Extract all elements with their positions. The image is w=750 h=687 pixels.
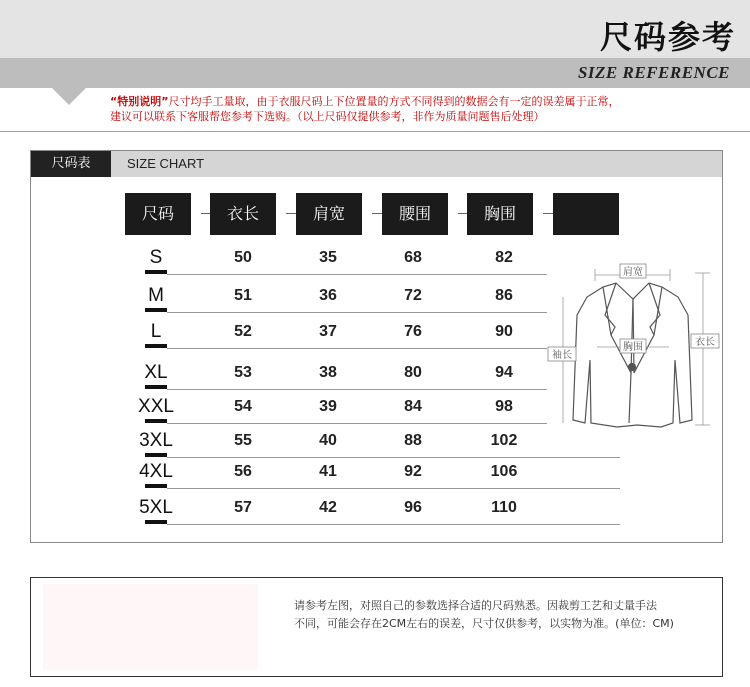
cell-chest: 94 [495,364,513,381]
header-connector [286,213,296,214]
diagram-length-label: 衣长 [695,337,715,348]
cell-chest: 82 [495,249,513,266]
cell-waist: 76 [404,323,422,340]
size-label: 5XL [139,497,173,518]
cell-shoulder: 36 [319,287,337,304]
column-header-shoulder: 肩宽 [296,193,362,235]
size-chart-title: SIZE CHART [127,156,205,171]
page-title: 尺码参考 [599,18,736,56]
cell-length: 51 [234,287,252,304]
notice-line-2: 建议可以联系下客服帮您参考下选购。（以上尺码仅提供参考，非作为质量问题售后处理） [110,110,545,123]
row-divider [167,524,620,525]
row-divider [167,488,620,489]
size-label-underline [145,419,167,423]
size-label: S [149,247,163,268]
cell-chest: 110 [491,499,517,516]
size-label: XL [144,362,168,383]
cell-shoulder: 40 [319,432,337,449]
cell-chest: 98 [495,398,513,415]
size-label-underline [145,308,167,312]
cell-waist: 96 [404,499,422,516]
column-header-length: 衣长 [210,193,276,235]
note-image-placeholder [43,584,258,670]
cell-chest: 90 [495,323,513,340]
column-header-waist: 腰围 [382,193,448,235]
size-chart-tag: 尺码表 [31,151,111,177]
header-arrow [52,88,86,105]
header-connector [372,213,382,214]
jacket-diagram [545,255,720,440]
row-divider [167,274,547,275]
size-label-underline [145,484,167,488]
size-label-underline [145,520,167,524]
notice-text-1: 尺寸均手工量取，由于衣服尺码上下位置量的方式不同得到的数据会有一定的误差属于正常， [168,95,620,108]
size-label-underline [145,453,167,457]
size-label-underline [145,385,167,389]
cell-waist: 80 [404,364,422,381]
cell-shoulder: 38 [319,364,337,381]
cell-chest: 102 [490,432,518,449]
cell-length: 53 [234,364,252,381]
page-subtitle: SIZE REFERENCE [577,63,730,82]
cell-shoulder: 42 [319,499,337,516]
divider [0,131,750,132]
diagram-chest-label: 胸围 [623,342,643,353]
notice [110,94,730,124]
column-header-size: 尺码 [125,193,191,235]
cell-waist: 68 [404,249,422,266]
diagram-sleeve-label: 袖长 [552,350,572,361]
cell-length: 56 [234,463,252,480]
cell-shoulder: 37 [319,323,337,340]
row-divider [167,312,547,313]
diagram-shoulder-label: 肩宽 [623,267,643,278]
cell-shoulder: 41 [319,463,337,480]
cell-length: 50 [234,249,252,266]
row-divider [167,389,547,390]
notice-line-1 [110,94,730,109]
column-header-blank [553,193,619,235]
note-text [294,597,714,633]
cell-waist: 88 [404,432,422,449]
cell-waist: 72 [404,287,422,304]
column-header-chest: 胸围 [467,193,533,235]
cell-chest: 106 [490,463,518,480]
cell-shoulder: 35 [319,249,337,266]
row-divider [167,348,547,349]
cell-waist: 84 [404,398,422,415]
size-label: 4XL [139,461,173,482]
cell-chest: 86 [495,287,513,304]
cell-length: 54 [234,398,252,415]
cell-length: 55 [234,432,252,449]
row-divider [167,457,620,458]
header-connector [543,213,553,214]
note-line-2: 不同，可能会存在2CM左右的误差，尺寸仅供参考，以实物为准。(单位：CM) [294,617,674,630]
row-divider [167,423,547,424]
cell-shoulder: 39 [319,398,337,415]
size-label-underline [145,270,167,274]
size-label: L [150,321,162,342]
size-label: 3XL [139,430,173,451]
note-line-1: 请参考左图，对照自己的参数选择合适的尺码熟悉。因裁剪工艺和丈量手法 [294,599,657,612]
notice-highlight: “特别说明” [110,95,169,108]
cell-length: 52 [234,323,252,340]
size-label: M [148,285,164,306]
cell-length: 57 [234,499,252,516]
size-label-underline [145,344,167,348]
cell-waist: 92 [404,463,422,480]
size-label: XXL [138,396,174,417]
